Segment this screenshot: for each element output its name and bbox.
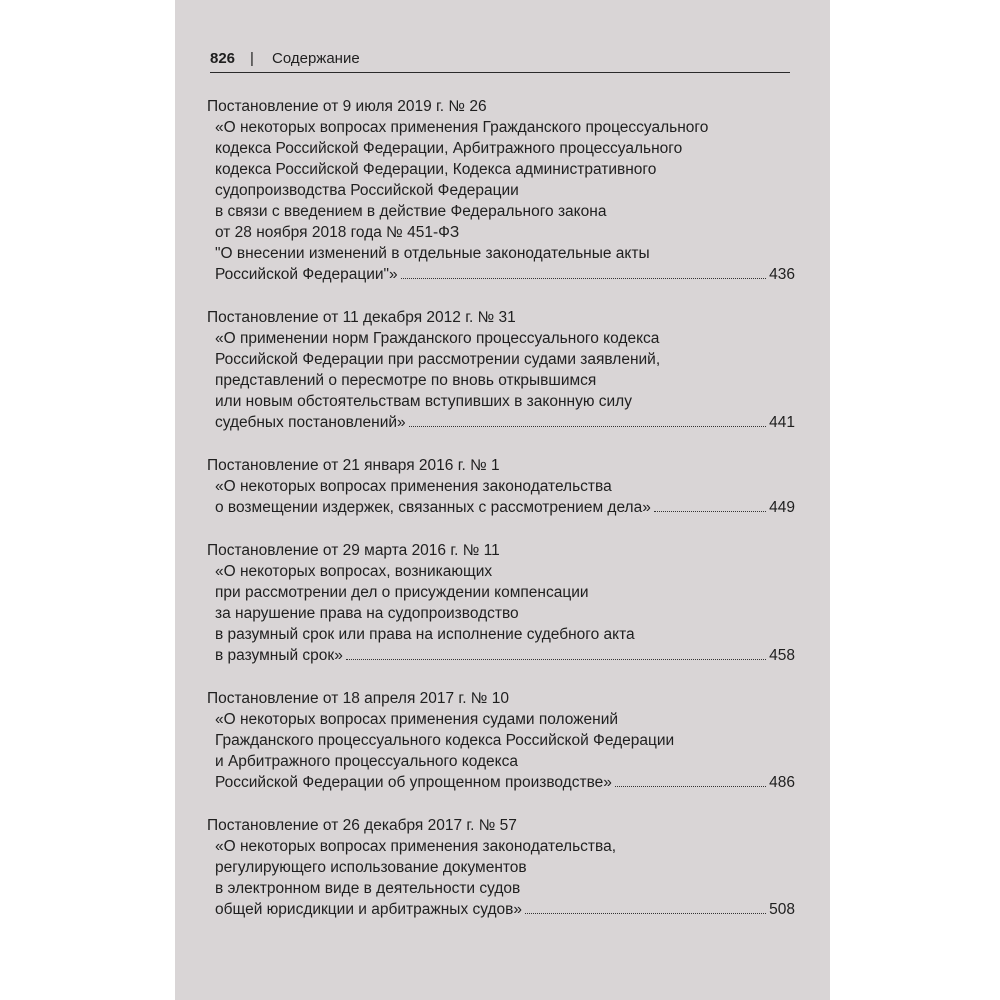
dot-leader <box>401 278 766 279</box>
entry-line: «О некоторых вопросах применения судами положений <box>215 711 619 728</box>
entry-body <box>207 836 795 920</box>
dot-leader <box>525 913 766 914</box>
entry-line-final: общей юрисдикции и арбитражных судов» <box>215 901 523 918</box>
entry-last-line <box>215 772 795 793</box>
entry-line: Российской Федерации при рассмотрении судами заявлений, <box>215 351 661 368</box>
entry-last-line <box>215 412 795 433</box>
entry-line: в связи с введением в действие Федерального закона <box>215 203 607 220</box>
entry-line: Гражданского процессуального кодекса Российской Федерации <box>215 732 675 749</box>
toc-entries <box>207 96 795 942</box>
entry-line: "О внесении изменений в отдельные законодательные акты <box>215 245 650 262</box>
entry-page-number: 458 <box>769 647 795 664</box>
entry-line: представлений о пересмотре по вновь открывшимся <box>215 372 597 389</box>
entry-body <box>207 117 795 285</box>
entry-page-number: 508 <box>769 901 795 918</box>
entry-body <box>207 709 795 793</box>
entry-title: Постановление от 29 марта 2016 г. № 11 <box>207 542 500 559</box>
entry-last-line <box>215 645 795 666</box>
toc-entry <box>207 307 795 433</box>
entry-body <box>207 328 795 433</box>
entry-line: от 28 ноября 2018 года № 451-ФЗ <box>215 224 460 241</box>
entry-last-line <box>215 264 795 285</box>
entry-title: Постановление от 11 декабря 2012 г. № 31 <box>207 309 516 326</box>
entry-line-final: Российской Федерации об упрощенном производстве» <box>215 774 612 791</box>
book-page <box>175 0 830 1000</box>
section-title: Содержание <box>272 50 360 67</box>
entry-page-number: 441 <box>769 414 795 431</box>
toc-entry <box>207 540 795 666</box>
entry-page-number: 449 <box>769 499 795 516</box>
entry-line: в разумный срок или права на исполнение судебного акта <box>215 626 635 643</box>
entry-line: кодекса Российской Федерации, Арбитражного процессуального <box>215 140 683 157</box>
dot-leader <box>346 659 766 660</box>
entry-line: в электронном виде в деятельности судов <box>215 880 521 897</box>
entry-title: Постановление от 9 июля 2019 г. № 26 <box>207 98 487 115</box>
entry-title: Постановление от 26 декабря 2017 г. № 57 <box>207 817 517 834</box>
entry-line-final: в разумный срок» <box>215 647 343 664</box>
toc-entry <box>207 455 795 518</box>
entry-line: судопроизводства Российской Федерации <box>215 182 519 199</box>
entry-last-line <box>215 497 795 518</box>
dot-leader <box>654 511 766 512</box>
entry-line: «О некоторых вопросах применения Гражданского процессуального <box>215 119 709 136</box>
entry-title: Постановление от 21 января 2016 г. № 1 <box>207 457 500 474</box>
entry-line: «О некоторых вопросах применения законодательства, <box>215 838 617 855</box>
entry-line: «О применении норм Гражданского процессуального кодекса <box>215 330 660 347</box>
entry-line: и Арбитражного процессуального кодекса <box>215 753 519 770</box>
toc-entry <box>207 815 795 920</box>
entry-line: при рассмотрении дел о присуждении компенсации <box>215 584 589 601</box>
entry-page-number: 486 <box>769 774 795 791</box>
entry-line-final: Российской Федерации"» <box>215 266 398 283</box>
entry-line-final: судебных постановлений» <box>215 414 406 431</box>
dot-leader <box>615 786 766 787</box>
entry-line: за нарушение права на судопроизводство <box>215 605 519 622</box>
dot-leader <box>409 426 766 427</box>
toc-entry <box>207 96 795 285</box>
entry-line: кодекса Российской Федерации, Кодекса административного <box>215 161 657 178</box>
header-separator: | <box>250 50 254 67</box>
entry-page-number: 436 <box>769 266 795 283</box>
entry-line: или новым обстоятельствам вступивших в законную силу <box>215 393 632 410</box>
entry-line: регулирующего использование документов <box>215 859 527 876</box>
entry-title: Постановление от 18 апреля 2017 г. № 10 <box>207 690 509 707</box>
page-number: 826 <box>210 50 236 67</box>
entry-line-final: о возмещении издержек, связанных с рассмотрением дела» <box>215 499 651 516</box>
entry-line: «О некоторых вопросах, возникающих <box>215 563 493 580</box>
entry-line: «О некоторых вопросах применения законодательства <box>215 478 612 495</box>
toc-entry <box>207 688 795 793</box>
entry-last-line <box>215 899 795 920</box>
entry-body <box>207 476 795 518</box>
running-header <box>210 50 790 73</box>
entry-body <box>207 561 795 666</box>
